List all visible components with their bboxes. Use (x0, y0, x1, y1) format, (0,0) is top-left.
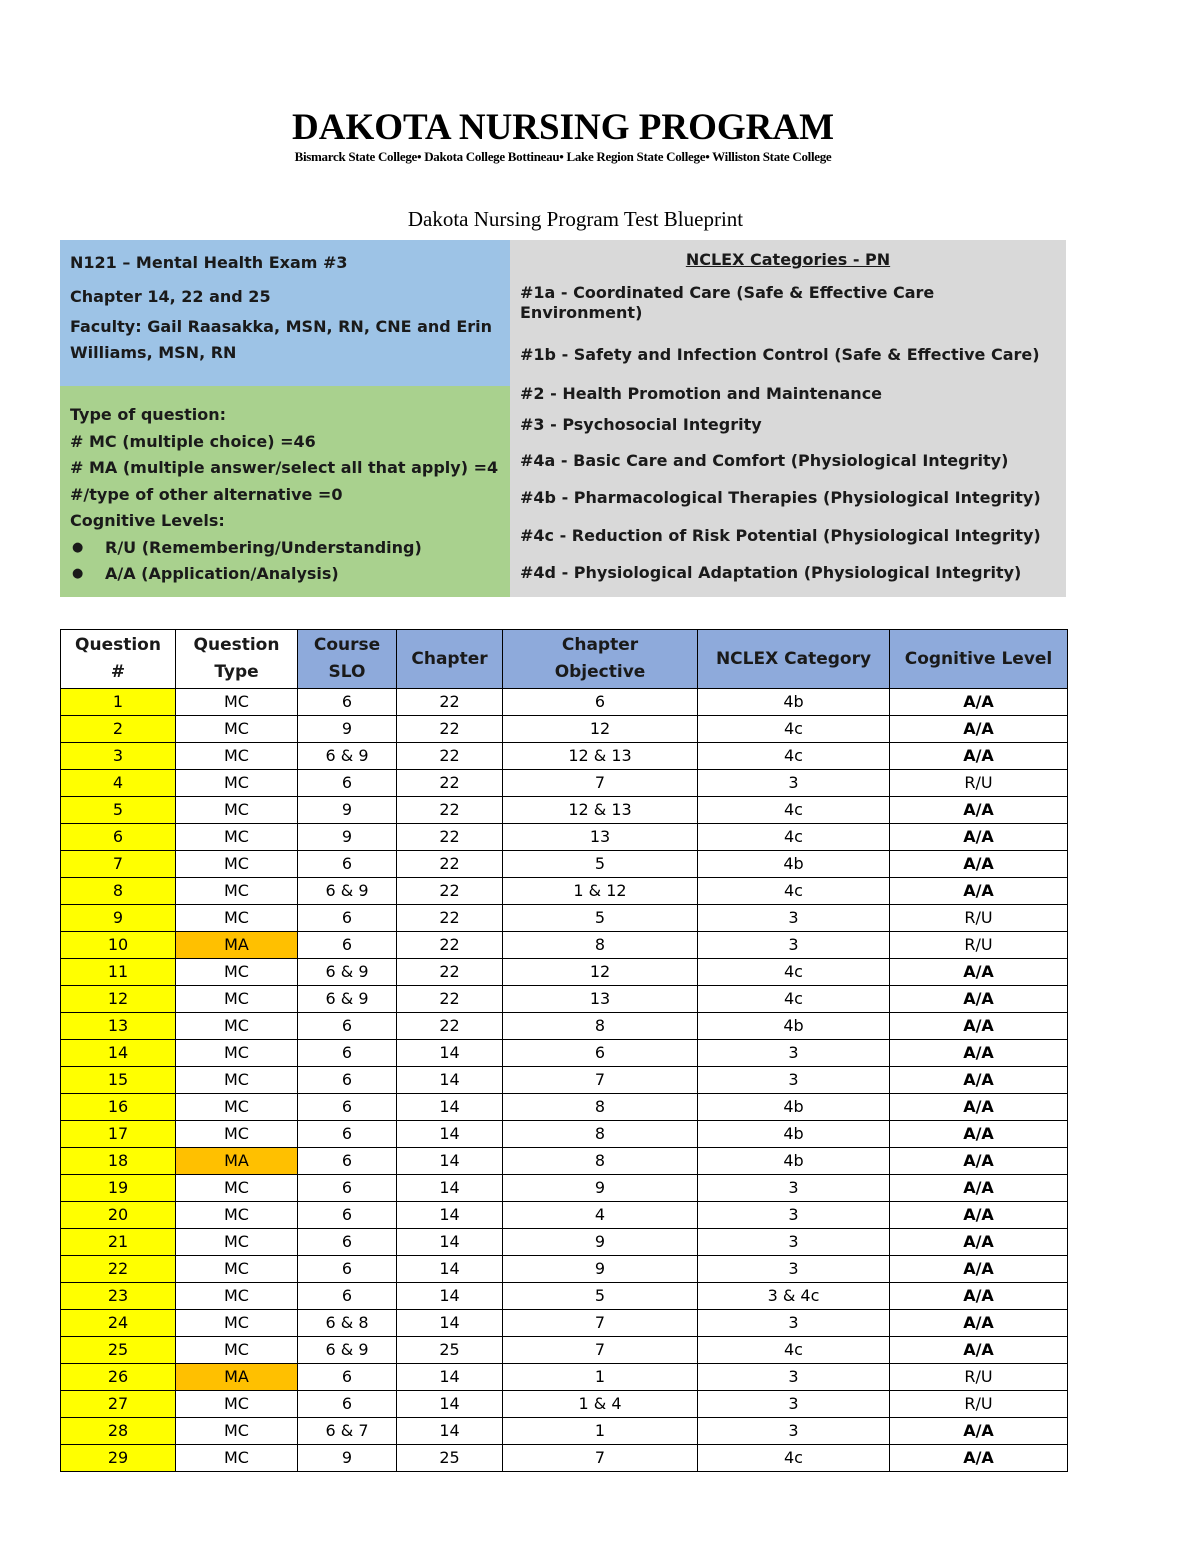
chapter-cell: 25 (397, 1445, 503, 1472)
nclex-category-cell: 4c (698, 959, 890, 986)
course-slo-cell: 6 (298, 1283, 397, 1310)
nclex-category-cell: 3 (698, 1256, 890, 1283)
chapter-cell: 14 (397, 1148, 503, 1175)
nclex-category-cell: 3 (698, 905, 890, 932)
chapter-objective-cell: 6 (503, 1040, 698, 1067)
cognitive-level-cell: A/A (890, 1337, 1068, 1364)
cognitive-level-cell: A/A (890, 1202, 1068, 1229)
course-slo-cell: 6 (298, 1067, 397, 1094)
question-type-cell: MC (176, 878, 298, 905)
cognitive-level-cell: R/U (890, 1391, 1068, 1418)
nclex-categories-box (510, 240, 1066, 597)
nclex-category-cell: 3 (698, 1418, 890, 1445)
question-type-cell: MC (176, 1256, 298, 1283)
nclex-category-cell: 4c (698, 797, 890, 824)
chapter-cell: 14 (397, 1310, 503, 1337)
question-number-cell: 11 (61, 959, 176, 986)
cognitive-level-cell: A/A (890, 716, 1068, 743)
question-type-cell: MC (176, 1013, 298, 1040)
table-row (61, 1202, 1068, 1229)
nclex-item: #4b - Pharmacological Therapies (Physiological Integrity) (520, 488, 1041, 507)
chapter-cell: 14 (397, 1391, 503, 1418)
nclex-category-cell: 4b (698, 1148, 890, 1175)
table-row (61, 1364, 1068, 1391)
chapter-objective-cell: 12 & 13 (503, 797, 698, 824)
question-number-cell: 23 (61, 1283, 176, 1310)
chapter-cell: 14 (397, 1202, 503, 1229)
question-number-cell: 15 (61, 1067, 176, 1094)
table-row (61, 1310, 1068, 1337)
chapter-objective-cell: 8 (503, 1094, 698, 1121)
question-number-cell: 4 (61, 770, 176, 797)
chapter-cell: 14 (397, 1175, 503, 1202)
nclex-item: #4d - Physiological Adaptation (Physiological Integrity) (520, 563, 1022, 582)
nclex-category-cell: 3 (698, 770, 890, 797)
nclex-category-cell: 4b (698, 689, 890, 716)
question-type-cell: MC (176, 1175, 298, 1202)
nclex-category-cell: 3 (698, 1067, 890, 1094)
question-number-cell: 10 (61, 932, 176, 959)
question-type-cell: MC (176, 1202, 298, 1229)
question-type-cell: MC (176, 743, 298, 770)
chapter-objective-cell: 5 (503, 851, 698, 878)
nclex-category-cell: 3 (698, 1391, 890, 1418)
cognitive-level-cell: A/A (890, 851, 1068, 878)
cognitive-level-cell: R/U (890, 932, 1068, 959)
cognitive-level-cell: A/A (890, 1094, 1068, 1121)
chapter-cell: 14 (397, 1040, 503, 1067)
nclex-category-cell: 3 (698, 1040, 890, 1067)
cognitive-level-cell: A/A (890, 1067, 1068, 1094)
question-type-cell: MC (176, 1391, 298, 1418)
course-slo-cell: 6 & 9 (298, 743, 397, 770)
question-number-cell: 18 (61, 1148, 176, 1175)
info-panel (60, 240, 1066, 597)
course-slo-cell: 6 (298, 689, 397, 716)
question-type-cell: MC (176, 1067, 298, 1094)
chapter-objective-cell: 8 (503, 932, 698, 959)
question-number-cell: 29 (61, 1445, 176, 1472)
question-type-cell: MC (176, 716, 298, 743)
course-slo-cell: 6 (298, 1040, 397, 1067)
nclex-category-cell: 4c (698, 824, 890, 851)
nclex-category-cell: 4b (698, 851, 890, 878)
question-number-cell: 9 (61, 905, 176, 932)
question-type-cell: MC (176, 986, 298, 1013)
course-slo-cell: 6 (298, 1202, 397, 1229)
nclex-category-cell: 4c (698, 1445, 890, 1472)
question-number-cell: 8 (61, 878, 176, 905)
course-slo-cell: 6 (298, 770, 397, 797)
chapter-cell: 22 (397, 905, 503, 932)
chapter-objective-cell: 4 (503, 1202, 698, 1229)
chapter-cell: 22 (397, 797, 503, 824)
cognitive-level-cell: A/A (890, 689, 1068, 716)
cognitive-level-item (70, 561, 500, 588)
table-row (61, 1445, 1068, 1472)
question-number-cell: 14 (61, 1040, 176, 1067)
table-row (61, 1121, 1068, 1148)
question-number-cell: 28 (61, 1418, 176, 1445)
nclex-item: #3 - Psychosocial Integrity (520, 415, 762, 434)
course-slo-cell: 6 (298, 1391, 397, 1418)
question-type-cell: MC (176, 770, 298, 797)
question-type-cell: MC (176, 1445, 298, 1472)
header-question-number: Question # (61, 630, 176, 689)
table-row (61, 932, 1068, 959)
question-type-cell: MA (176, 932, 298, 959)
table-row (61, 1283, 1068, 1310)
chapter-cell: 22 (397, 689, 503, 716)
question-type-cell: MC (176, 905, 298, 932)
table-row (61, 1337, 1068, 1364)
chapter-cell: 14 (397, 1121, 503, 1148)
chapter-objective-cell: 12 (503, 716, 698, 743)
nclex-item: #2 - Health Promotion and Maintenance (520, 384, 883, 403)
nclex-heading: NCLEX Categories - PN (685, 250, 891, 269)
question-type-box (60, 386, 510, 597)
question-type-cell: MA (176, 1148, 298, 1175)
exam-chapters: Chapter 14, 22 and 25 (70, 287, 271, 306)
chapter-cell: 22 (397, 743, 503, 770)
question-type-cell: MC (176, 851, 298, 878)
chapter-objective-cell: 1 & 12 (503, 878, 698, 905)
question-number-cell: 12 (61, 986, 176, 1013)
chapter-cell: 14 (397, 1256, 503, 1283)
cognitive-level-cell: A/A (890, 1445, 1068, 1472)
cognitive-level-cell: A/A (890, 824, 1068, 851)
nclex-category-cell: 4b (698, 1121, 890, 1148)
cognitive-level-cell: A/A (890, 1283, 1068, 1310)
chapter-objective-cell: 9 (503, 1256, 698, 1283)
cognitive-level-cell: R/U (890, 905, 1068, 932)
question-number-cell: 2 (61, 716, 176, 743)
question-number-cell: 3 (61, 743, 176, 770)
question-type-cell: MC (176, 1283, 298, 1310)
cognitive-level-cell: R/U (890, 1364, 1068, 1391)
chapter-cell: 22 (397, 959, 503, 986)
ma-count: # MA (multiple answer/select all that apply) =4 (70, 458, 499, 477)
question-type-cell: MC (176, 689, 298, 716)
faculty-line-1: Faculty: Gail Raasakka, MSN, RN, CNE and Erin (70, 317, 493, 336)
chapter-objective-cell: 13 (503, 986, 698, 1013)
cognitive-level-cell: A/A (890, 1175, 1068, 1202)
chapter-objective-cell: 5 (503, 905, 698, 932)
question-type-cell: MC (176, 1229, 298, 1256)
course-slo-cell: 6 (298, 905, 397, 932)
chapter-cell: 22 (397, 878, 503, 905)
chapter-objective-cell: 8 (503, 1148, 698, 1175)
cognitive-heading: Cognitive Levels: (70, 511, 225, 530)
course-slo-cell: 9 (298, 797, 397, 824)
faculty-line-2: Williams, MSN, RN (70, 343, 237, 362)
cognitive-level-label: A/A (Application/Analysis) (105, 564, 339, 583)
question-type-cell: MC (176, 1418, 298, 1445)
nclex-item: #1b - Safety and Infection Control (Safe & Effective Care) (520, 345, 1040, 364)
cognitive-level-cell: A/A (890, 743, 1068, 770)
nclex-category-cell: 3 & 4c (698, 1283, 890, 1310)
course-slo-cell: 6 (298, 1175, 397, 1202)
nclex-category-cell: 4c (698, 716, 890, 743)
table-row (61, 1229, 1068, 1256)
table-row (61, 1094, 1068, 1121)
course-slo-cell: 6 & 7 (298, 1418, 397, 1445)
nclex-category-cell: 4c (698, 878, 890, 905)
chapter-cell: 14 (397, 1283, 503, 1310)
header-question-type: Question Type (176, 630, 298, 689)
course-slo-cell: 6 (298, 1364, 397, 1391)
table-row (61, 1418, 1068, 1445)
cognitive-level-cell: A/A (890, 797, 1068, 824)
table-row (61, 1067, 1068, 1094)
chapter-cell: 14 (397, 1094, 503, 1121)
chapter-cell: 14 (397, 1418, 503, 1445)
course-slo-cell: 6 (298, 1256, 397, 1283)
chapter-objective-cell: 12 (503, 959, 698, 986)
nclex-item: #4c - Reduction of Risk Potential (Physiological Integrity) (520, 526, 1041, 545)
table-row (61, 689, 1068, 716)
cognitive-level-cell: A/A (890, 1229, 1068, 1256)
chapter-objective-cell: 7 (503, 1337, 698, 1364)
question-type-heading: Type of question: (70, 405, 226, 424)
cognitive-level-cell: A/A (890, 1040, 1068, 1067)
chapter-objective-cell: 9 (503, 1229, 698, 1256)
header-chapter-objective: Chapter Objective (503, 630, 698, 689)
table-row (61, 1175, 1068, 1202)
question-type-cell: MC (176, 1337, 298, 1364)
chapter-cell: 22 (397, 770, 503, 797)
bullet-icon: ● (72, 539, 84, 555)
other-count: #/type of other alternative =0 (70, 484, 343, 504)
question-type-cell: MC (176, 959, 298, 986)
table-row (61, 878, 1068, 905)
chapter-cell: 14 (397, 1364, 503, 1391)
nclex-category-cell: 4b (698, 1094, 890, 1121)
cognitive-level-label: R/U (Remembering/Understanding) (105, 537, 422, 557)
header-chapter: Chapter (397, 630, 503, 689)
cognitive-level-item (70, 535, 500, 562)
question-type-cell: MC (176, 1094, 298, 1121)
chapter-cell: 22 (397, 932, 503, 959)
question-number-cell: 21 (61, 1229, 176, 1256)
table-row (61, 1148, 1068, 1175)
chapter-objective-cell: 8 (503, 1121, 698, 1148)
course-slo-cell: 6 (298, 1013, 397, 1040)
cognitive-level-cell: A/A (890, 1310, 1068, 1337)
chapter-objective-cell: 5 (503, 1283, 698, 1310)
chapter-objective-cell: 6 (503, 689, 698, 716)
chapter-objective-cell: 7 (503, 1067, 698, 1094)
nclex-category-cell: 3 (698, 1175, 890, 1202)
question-number-cell: 1 (61, 689, 176, 716)
chapter-objective-cell: 7 (503, 770, 698, 797)
question-number-cell: 16 (61, 1094, 176, 1121)
exam-name: N121 – Mental Health Exam #3 (70, 253, 348, 272)
question-number-cell: 17 (61, 1121, 176, 1148)
bullet-icon: ● (72, 566, 84, 581)
course-slo-cell: 6 & 9 (298, 1337, 397, 1364)
chapter-cell: 22 (397, 824, 503, 851)
course-slo-cell: 6 & 9 (298, 986, 397, 1013)
table-row (61, 959, 1068, 986)
table-row (61, 743, 1068, 770)
table-row (61, 851, 1068, 878)
cognitive-level-cell: A/A (890, 1256, 1068, 1283)
header-course-slo: Course SLO (298, 630, 397, 689)
course-info-box (60, 240, 510, 386)
nclex-category-cell: 3 (698, 1202, 890, 1229)
colleges-subtitle: Bismarck State College• Dakota College Bottineau• Lake Region State College• Williston State College (294, 149, 832, 164)
question-number-cell: 19 (61, 1175, 176, 1202)
cognitive-level-cell: A/A (890, 1418, 1068, 1445)
question-type-cell: MC (176, 1310, 298, 1337)
question-number-cell: 7 (61, 851, 176, 878)
table-row (61, 1013, 1068, 1040)
cognitive-level-cell: A/A (890, 878, 1068, 905)
question-type-cell: MC (176, 1040, 298, 1067)
table-row (61, 986, 1068, 1013)
nclex-category-cell: 3 (698, 1310, 890, 1337)
question-number-cell: 22 (61, 1256, 176, 1283)
table-row (61, 1040, 1068, 1067)
question-type-cell: MC (176, 824, 298, 851)
chapter-cell: 22 (397, 986, 503, 1013)
chapter-cell: 25 (397, 1337, 503, 1364)
course-slo-cell: 6 (298, 1121, 397, 1148)
question-number-cell: 25 (61, 1337, 176, 1364)
course-slo-cell: 6 & 8 (298, 1310, 397, 1337)
cognitive-level-cell: A/A (890, 986, 1068, 1013)
chapter-cell: 22 (397, 851, 503, 878)
chapter-objective-cell: 1 (503, 1418, 698, 1445)
chapter-objective-cell: 12 & 13 (503, 743, 698, 770)
cognitive-level-cell: A/A (890, 1121, 1068, 1148)
table-header-row (61, 630, 1068, 689)
cognitive-level-list (70, 535, 500, 588)
question-number-cell: 26 (61, 1364, 176, 1391)
question-number-cell: 24 (61, 1310, 176, 1337)
nclex-category-cell: 4b (698, 1013, 890, 1040)
question-type-cell: MC (176, 1121, 298, 1148)
course-slo-cell: 6 & 9 (298, 878, 397, 905)
course-slo-cell: 6 (298, 851, 397, 878)
program-title: DAKOTA NURSING PROGRAM (292, 107, 834, 148)
course-slo-cell: 9 (298, 824, 397, 851)
table-row (61, 905, 1068, 932)
nclex-category-cell: 4c (698, 986, 890, 1013)
course-slo-cell: 6 (298, 1094, 397, 1121)
blueprint-table (60, 629, 1068, 1472)
cognitive-level-cell: A/A (890, 959, 1068, 986)
chapter-objective-cell: 1 & 4 (503, 1391, 698, 1418)
nclex-category-cell: 3 (698, 932, 890, 959)
cognitive-level-cell: R/U (890, 770, 1068, 797)
table-body (61, 689, 1068, 1472)
chapter-objective-cell: 7 (503, 1445, 698, 1472)
nclex-category-cell: 3 (698, 1229, 890, 1256)
nclex-category-cell: 3 (698, 1364, 890, 1391)
course-slo-cell: 9 (298, 716, 397, 743)
question-number-cell: 13 (61, 1013, 176, 1040)
table-row (61, 1256, 1068, 1283)
chapter-cell: 22 (397, 1013, 503, 1040)
chapter-cell: 14 (397, 1067, 503, 1094)
table-row (61, 824, 1068, 851)
header-cognitive-level: Cognitive Level (890, 630, 1068, 689)
table-row (61, 797, 1068, 824)
chapter-cell: 22 (397, 716, 503, 743)
chapter-objective-cell: 1 (503, 1364, 698, 1391)
course-slo-cell: 6 (298, 1229, 397, 1256)
course-slo-cell: 9 (298, 1445, 397, 1472)
course-slo-cell: 6 & 9 (298, 959, 397, 986)
chapter-cell: 14 (397, 1229, 503, 1256)
question-number-cell: 6 (61, 824, 176, 851)
nclex-item: #1a - Coordinated Care (Safe & Effective Care Environment) (520, 283, 935, 322)
question-number-cell: 20 (61, 1202, 176, 1229)
chapter-objective-cell: 9 (503, 1175, 698, 1202)
question-number-cell: 5 (61, 797, 176, 824)
course-slo-cell: 6 (298, 932, 397, 959)
course-slo-cell: 6 (298, 1148, 397, 1175)
nclex-category-cell: 4c (698, 1337, 890, 1364)
table-row (61, 1391, 1068, 1418)
document-title: Dakota Nursing Program Test Blueprint (407, 207, 744, 231)
question-number-cell: 27 (61, 1391, 176, 1418)
question-type-cell: MC (176, 797, 298, 824)
nclex-item: #4a - Basic Care and Comfort (Physiological Integrity) (520, 451, 1009, 470)
chapter-objective-cell: 8 (503, 1013, 698, 1040)
table-row (61, 770, 1068, 797)
nclex-category-cell: 4c (698, 743, 890, 770)
chapter-objective-cell: 7 (503, 1310, 698, 1337)
header-nclex-category: NCLEX Category (698, 630, 890, 689)
table-row (61, 716, 1068, 743)
cognitive-level-cell: A/A (890, 1013, 1068, 1040)
chapter-objective-cell: 13 (503, 824, 698, 851)
question-type-cell: MA (176, 1364, 298, 1391)
mc-count: # MC (multiple choice) =46 (70, 431, 316, 451)
cognitive-level-cell: A/A (890, 1148, 1068, 1175)
